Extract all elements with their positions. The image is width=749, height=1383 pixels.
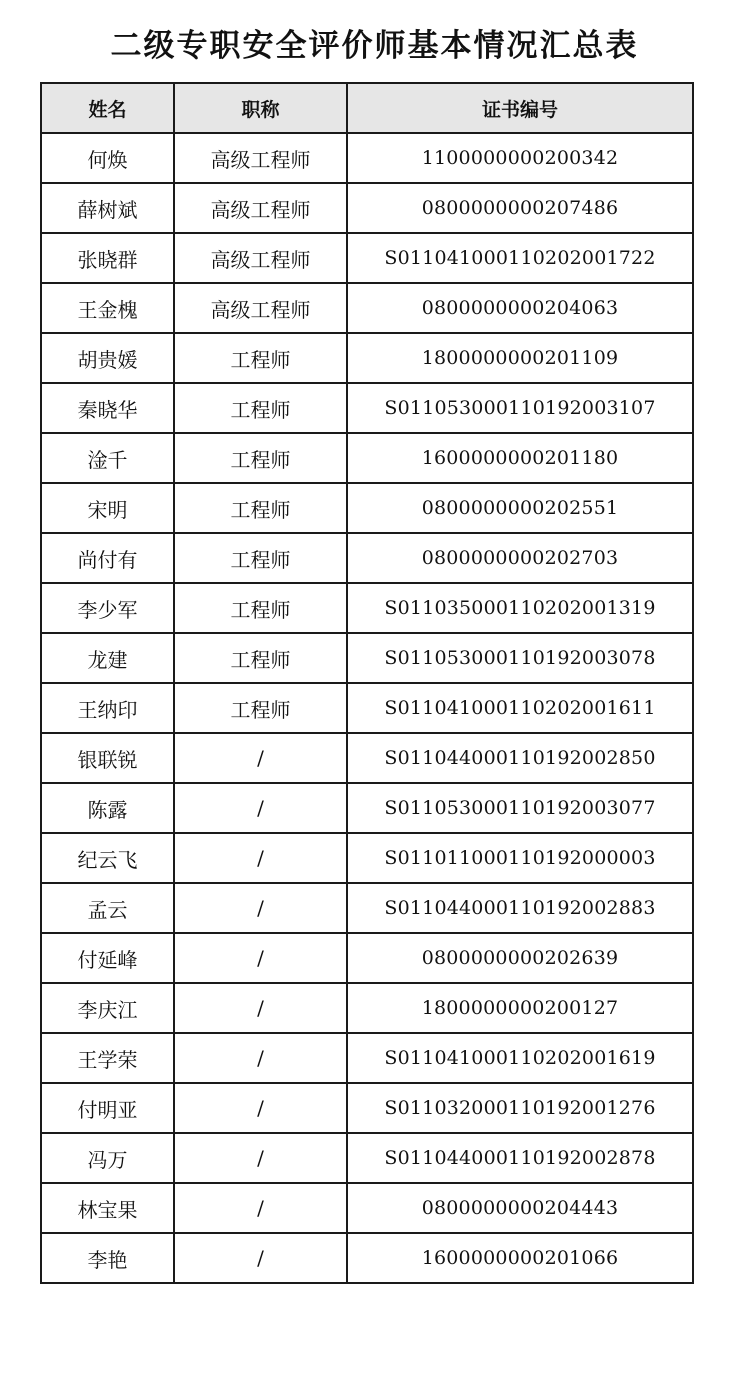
table-row <box>41 583 693 633</box>
page-title: 二级专职安全评价师基本情况汇总表 <box>110 28 639 64</box>
cell-name: 付延峰 <box>41 933 174 983</box>
cell-title: 高级工程师 <box>174 133 347 183</box>
table-row <box>41 283 693 333</box>
table-body <box>41 133 693 1283</box>
cell-cert-no: 0800000000204443 <box>347 1183 693 1233</box>
cell-title: / <box>174 783 347 833</box>
cell-title: / <box>174 833 347 883</box>
cell-name: 宋明 <box>41 483 174 533</box>
cell-title: / <box>174 1233 347 1283</box>
cell-title: 高级工程师 <box>174 183 347 233</box>
table-row <box>41 133 693 183</box>
cell-cert-no: S011035000110202001319 <box>347 583 693 633</box>
table-row <box>41 933 693 983</box>
cell-name: 林宝果 <box>41 1183 174 1233</box>
column-header-cert-no: 证书编号 <box>347 83 693 133</box>
cell-cert-no: S011041000110202001722 <box>347 233 693 283</box>
table-row <box>41 1033 693 1083</box>
table-row <box>41 1083 693 1133</box>
table-row <box>41 233 693 283</box>
cell-cert-no: S011041000110202001619 <box>347 1033 693 1083</box>
table-header-row <box>41 83 693 133</box>
cell-cert-no: S011044000110192002878 <box>347 1133 693 1183</box>
table-row <box>41 783 693 833</box>
cell-name: 银联锐 <box>41 733 174 783</box>
cell-title: / <box>174 1133 347 1183</box>
cell-cert-no: S011044000110192002850 <box>347 733 693 783</box>
cell-cert-no: 1800000000200127 <box>347 983 693 1033</box>
cell-title: / <box>174 883 347 933</box>
cell-title: / <box>174 1183 347 1233</box>
cell-title: 高级工程师 <box>174 283 347 333</box>
cell-cert-no: 0800000000202703 <box>347 533 693 583</box>
table-row <box>41 633 693 683</box>
cell-cert-no: 1600000000201066 <box>347 1233 693 1283</box>
cell-name: 陈露 <box>41 783 174 833</box>
table-row <box>41 383 693 433</box>
cell-title: 工程师 <box>174 583 347 633</box>
cell-cert-no: 1800000000201109 <box>347 333 693 383</box>
table-row <box>41 333 693 383</box>
column-header-name: 姓名 <box>41 83 174 133</box>
cell-name: 薛树斌 <box>41 183 174 233</box>
cell-name: 王纳印 <box>41 683 174 733</box>
cell-cert-no: S011041000110202001611 <box>347 683 693 733</box>
cell-title: 工程师 <box>174 483 347 533</box>
cell-cert-no: 0800000000204063 <box>347 283 693 333</box>
cell-name: 冯万 <box>41 1133 174 1183</box>
cell-name: 李庆江 <box>41 983 174 1033</box>
table-row <box>41 983 693 1033</box>
cell-name: 王学荣 <box>41 1033 174 1083</box>
cell-name: 胡贵媛 <box>41 333 174 383</box>
cell-name: 何焕 <box>41 133 174 183</box>
cell-title: 工程师 <box>174 433 347 483</box>
table-row <box>41 183 693 233</box>
table-row <box>41 883 693 933</box>
cell-cert-no: 1100000000200342 <box>347 133 693 183</box>
cell-name: 龙建 <box>41 633 174 683</box>
cell-title: / <box>174 983 347 1033</box>
cell-name: 李少军 <box>41 583 174 633</box>
cell-cert-no: S011053000110192003107 <box>347 383 693 433</box>
cell-name: 孟云 <box>41 883 174 933</box>
cell-title: / <box>174 733 347 783</box>
table-row <box>41 733 693 783</box>
cell-name: 尚付有 <box>41 533 174 583</box>
cell-title: / <box>174 1033 347 1083</box>
cell-cert-no: S011011000110192000003 <box>347 833 693 883</box>
cell-name: 纪云飞 <box>41 833 174 883</box>
cell-title: 工程师 <box>174 683 347 733</box>
cell-name: 张晓群 <box>41 233 174 283</box>
cell-title: 工程师 <box>174 633 347 683</box>
cell-name: 淦千 <box>41 433 174 483</box>
cell-name: 秦晓华 <box>41 383 174 433</box>
cell-cert-no: 0800000000202551 <box>347 483 693 533</box>
cell-cert-no: S011053000110192003077 <box>347 783 693 833</box>
table-row <box>41 533 693 583</box>
table-row <box>41 433 693 483</box>
cell-name: 王金槐 <box>41 283 174 333</box>
cell-title: 工程师 <box>174 383 347 433</box>
table-row <box>41 683 693 733</box>
cell-title: 工程师 <box>174 533 347 583</box>
cell-cert-no: 1600000000201180 <box>347 433 693 483</box>
cell-name: 李艳 <box>41 1233 174 1283</box>
cell-name: 付明亚 <box>41 1083 174 1133</box>
cell-title: 高级工程师 <box>174 233 347 283</box>
table-row <box>41 833 693 883</box>
column-header-title: 职称 <box>174 83 347 133</box>
cell-title: / <box>174 933 347 983</box>
cell-cert-no: S011044000110192002883 <box>347 883 693 933</box>
summary-table <box>40 82 694 1284</box>
table-row <box>41 1183 693 1233</box>
table-row <box>41 1233 693 1283</box>
table-row <box>41 483 693 533</box>
cell-title: / <box>174 1083 347 1133</box>
table-row <box>41 1133 693 1183</box>
cell-cert-no: 0800000000202639 <box>347 933 693 983</box>
cell-cert-no: S011053000110192003078 <box>347 633 693 683</box>
cell-cert-no: 0800000000207486 <box>347 183 693 233</box>
cell-cert-no: S011032000110192001276 <box>347 1083 693 1133</box>
cell-title: 工程师 <box>174 333 347 383</box>
